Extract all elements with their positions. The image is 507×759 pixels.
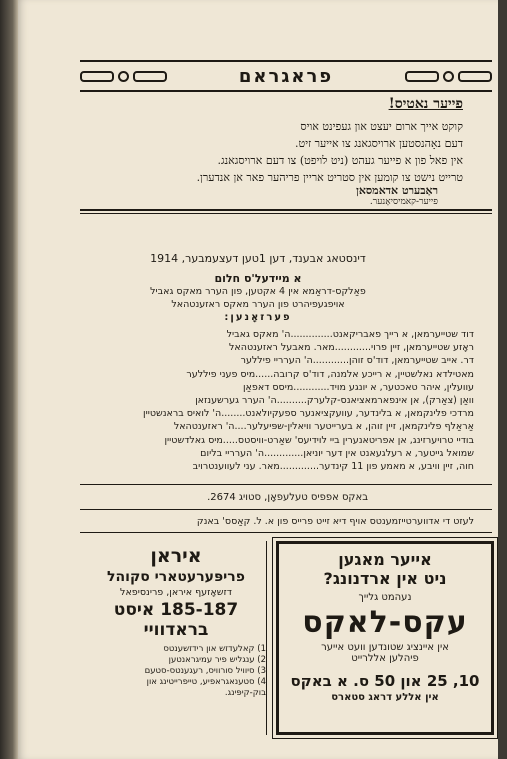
play-director: אויפגעפיהרט פון הערר מאקס ראזענטהאל [171, 299, 345, 310]
cast-row: אַראַלף פלינקמאן, זיין זוהן, א בערייטער וויאלין-שפּיעלער....ה' ראזענטהאל [173, 421, 474, 433]
school-address: 185-187 איסט בראדוויי [113, 600, 239, 640]
cast-row: שמואל גייטער, א רעלגעאנט אין דער יוניאן.............ה' הערריי בליום [200, 447, 474, 459]
course-item: 4) סטענאגראפיע, טייפרייטינג און [146, 677, 266, 687]
school-principal: דזשאָזעף איראן, פרינסיפאל [120, 587, 232, 598]
notice-line: קוקט אייך ארום יעצט און געפינט אויס [300, 120, 463, 133]
notice-line: טרייט נישט צו קומען אין סטריט אריין פריהער פאר אן אנדערן. [196, 171, 463, 184]
cast-row: מאטילדא נאלשטיין, א רייכע אלמנה, דוד'ס קרובה......מיס פעני פיללער [186, 368, 474, 380]
course-list [86, 644, 266, 699]
school-type: פריפּערעטארי סקוהל [107, 569, 245, 585]
cast-row: חוה, זיין וויבע, א מאמע פון 11 קינדער.............מאר. עני לעווענטרויב [192, 461, 474, 473]
notice-divider-thin [80, 213, 492, 214]
notice-line: אין פאל פון א פייער געהט (ניט לויפט) צו דעם ארויסגאנג. [217, 154, 463, 167]
cast-row: דר. אייב שטייערמאן, דוד'ס זוהן............ה' הערריי פיללער [240, 355, 474, 367]
play-subtitle: פאַלקס-דראַמא אין 4 אקטען, פון הערר מאקס גאביל [150, 286, 366, 297]
header-bottom-rule [80, 90, 492, 92]
cast-divider [80, 484, 492, 485]
ad-text: פיהלען אללרייט [351, 653, 419, 664]
ad-text: אין איינציג שטונדען וועט אייער [321, 642, 449, 653]
box-office-phone: באקס אפפיס טעלעפאָן, סטויג 2674. [207, 492, 368, 503]
page-title: פראגראם [238, 65, 334, 87]
cast-row: ראָזע שטייערמאן, זיין פרוי............מאר. מאבעל ראזענטהאל [229, 342, 474, 354]
ad-brand: עקס-לאקס [302, 605, 468, 640]
ad-text: נעהמט גלייך [358, 592, 412, 603]
notice-divider [80, 209, 492, 211]
ad-prices: 10, 25 און 50 ס. א באקס [290, 672, 480, 690]
notice-line: דעם נאָהנסטען ארויסגאנג צו אייער זיט. [295, 137, 463, 150]
cast-row: וואַן (צאַרק), אן אינפארמאציאנס-קלערק..........ה' הערר גערשענזאן [195, 395, 474, 407]
course-item: 1) קאלעדזש און רידזשענטס [163, 644, 266, 654]
course-item: בוק-קיפּינג. [224, 688, 266, 698]
program-page [18, 0, 498, 759]
course-item: 2) ענגליש פיר עמיגראנטען [168, 655, 266, 665]
ad-headline: אייער מאגען [338, 550, 432, 569]
commissioner-name: ראַבערט אדאמסאן [356, 184, 438, 197]
header-top-rule [80, 60, 492, 62]
binding-edge [0, 0, 18, 759]
school-name: איראן [150, 545, 202, 567]
cast-row: בודיי טרויערזינג, אן אפריטאנערין ביי לוידיעס' שאַרט-וויסטס.....מיס גאלדשטיין [164, 434, 474, 446]
cast-heading: פערזאָנען: [224, 312, 292, 323]
cast-row: עוועלין, איהר טאכטער, א יונגע מויד............מיסס דאפאַן [242, 381, 474, 393]
left-ornament [80, 71, 167, 82]
school-advertisement [86, 545, 266, 699]
ad-stores: אין אללע דראג סטארס [331, 692, 439, 703]
performance-date: דינסטאג אבענד, דען 1טען דעצעמבער, 1914 [150, 252, 366, 265]
footer-rule-top [80, 509, 492, 510]
course-item: 3) סיוויל סורוויס, רעגענטס-סטעם [144, 666, 266, 676]
program-header [80, 64, 492, 88]
ad-headline-2: ניט אין ארדנונג? [323, 569, 447, 588]
fire-notice-heading: פייער נאטיס! [388, 96, 463, 112]
fire-notice-text [43, 118, 463, 186]
cast-list [44, 328, 474, 473]
cast-row: מרדכי פלינקמאן, א בלינדער, עוועקציאנער ספעקיולאנט........ה' לואיס בראנשטיין [143, 408, 474, 420]
play-title: א מיידעל'ס חלום [214, 272, 302, 285]
commissioner-title: פייער-קאמיסיאָנער. [369, 197, 438, 207]
right-ornament [405, 71, 492, 82]
ad-column-divider [266, 541, 267, 735]
cast-row: דוד שטייערמאן, א רייך פאבריקאנט..............ה' מאקס גאביל [226, 329, 474, 340]
footer-rule-bottom [80, 532, 492, 533]
advertiser-note: לעזט די אדווערטייזמענטס אויף דיא זייט פרייס פון א. ל. קאַסס' באנק [196, 516, 474, 527]
ex-lax-advertisement [276, 541, 494, 735]
